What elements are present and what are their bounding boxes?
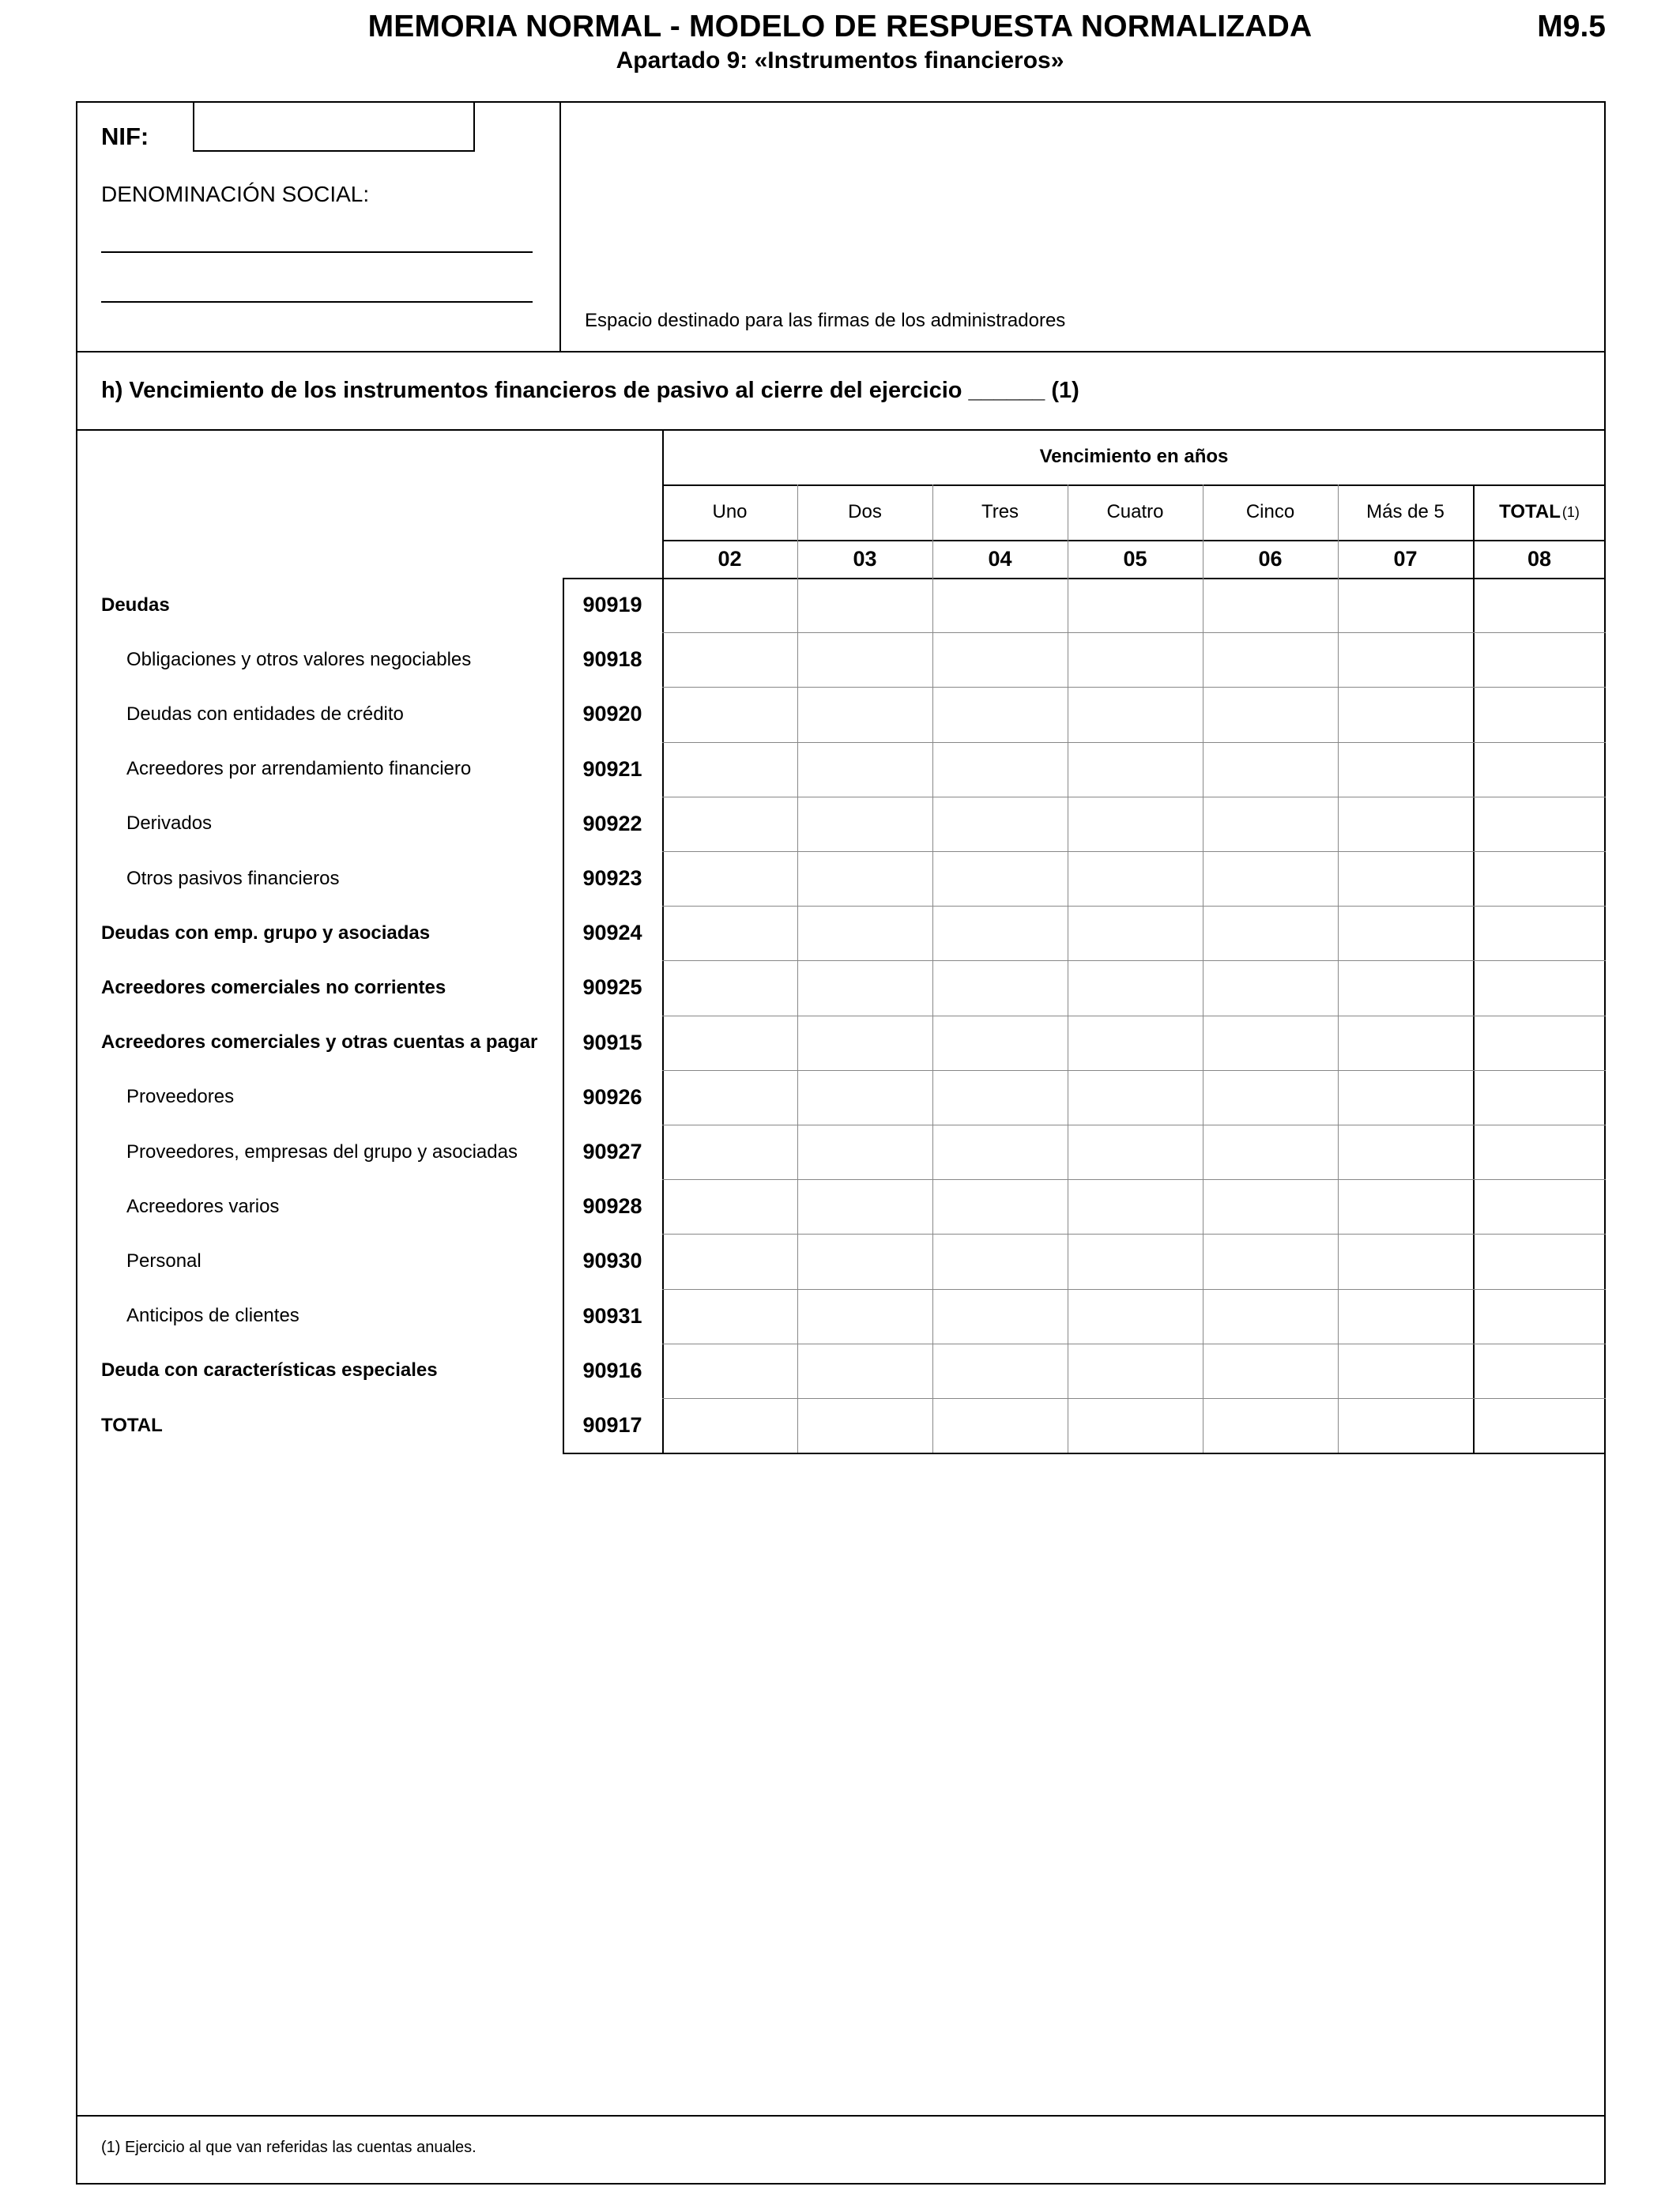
- amount-cell[interactable]: [798, 1180, 932, 1233]
- amount-cell[interactable]: [663, 1290, 797, 1343]
- amount-cell[interactable]: [1474, 907, 1605, 959]
- amount-cell[interactable]: [933, 1125, 1067, 1178]
- row-code: 90924: [582, 921, 642, 945]
- row-code: 90926: [582, 1084, 642, 1109]
- row-code: 90916: [582, 1358, 642, 1382]
- amount-cell[interactable]: [663, 1125, 797, 1178]
- amount-cell[interactable]: [1068, 852, 1202, 905]
- amount-cell[interactable]: [663, 961, 797, 1014]
- amount-cell[interactable]: [1068, 907, 1202, 959]
- identification-divider: [559, 101, 561, 352]
- amount-cell[interactable]: [1339, 961, 1472, 1014]
- amount-cell[interactable]: [1474, 1344, 1605, 1397]
- amount-cell[interactable]: [933, 1344, 1067, 1397]
- column-header-label: Tres: [981, 501, 1019, 522]
- amount-cell[interactable]: [933, 579, 1067, 631]
- amount-cell[interactable]: [798, 1235, 932, 1287]
- amount-cell[interactable]: [1203, 797, 1337, 850]
- amount-cell[interactable]: [1339, 1180, 1472, 1233]
- nif-field[interactable]: [193, 101, 475, 152]
- column-header-label: TOTAL: [1499, 501, 1561, 522]
- amount-cell[interactable]: [1203, 743, 1337, 796]
- column-header-label: Uno: [712, 501, 748, 522]
- amount-cell[interactable]: [933, 1235, 1067, 1287]
- row-code: 90915: [582, 1030, 642, 1054]
- amount-cell[interactable]: [1068, 1016, 1202, 1069]
- amount-cell[interactable]: [1068, 743, 1202, 796]
- amount-cell[interactable]: [933, 961, 1067, 1014]
- amount-cell[interactable]: [1474, 961, 1605, 1014]
- column-code: 03: [853, 546, 877, 571]
- amount-cell[interactable]: [1339, 907, 1472, 959]
- amount-cell[interactable]: [1474, 1399, 1605, 1452]
- denominacion-line-1[interactable]: [101, 251, 533, 253]
- row-code: 90918: [582, 647, 642, 672]
- row-label: Acreedores comerciales y otras cuentas a pagar: [101, 1031, 538, 1054]
- row-label: Obligaciones y otros valores negociables: [126, 648, 472, 670]
- amount-cell[interactable]: [663, 688, 797, 741]
- column-code: 04: [988, 546, 1012, 571]
- amount-cell[interactable]: [663, 907, 797, 959]
- amount-cell[interactable]: [798, 633, 932, 686]
- amount-cell[interactable]: [1339, 743, 1472, 796]
- section-title: h) Vencimiento de los instrumentos financieros de pasivo al cierre del ejercicio ______ (1): [101, 378, 1079, 403]
- amount-cell[interactable]: [1474, 797, 1605, 850]
- amount-cell[interactable]: [1068, 1180, 1202, 1233]
- denominacion-line-2[interactable]: [101, 301, 533, 303]
- column-header: [1068, 485, 1203, 539]
- row-code: 90928: [582, 1194, 642, 1219]
- column-header: [932, 485, 1068, 539]
- row-label: Acreedores por arrendamiento financiero: [126, 758, 472, 780]
- amount-cell[interactable]: [1203, 633, 1337, 686]
- footnote: (1) Ejercicio al que van referidas las cuentas anuales.: [101, 2139, 477, 2156]
- amount-cell[interactable]: [1203, 1290, 1337, 1343]
- amount-cell[interactable]: [1068, 688, 1202, 741]
- amount-cell[interactable]: [663, 797, 797, 850]
- amount-cell[interactable]: [798, 1016, 932, 1069]
- row-code: 90923: [582, 866, 642, 891]
- amount-cell[interactable]: [1474, 688, 1605, 741]
- row-code: 90917: [582, 1413, 642, 1438]
- divider: [76, 2115, 1606, 2117]
- column-header: [797, 485, 932, 539]
- amount-cell[interactable]: [933, 852, 1067, 905]
- amount-cell[interactable]: [1203, 852, 1337, 905]
- row-code: 90920: [582, 702, 642, 726]
- amount-cell[interactable]: [1068, 1235, 1202, 1287]
- amount-cell[interactable]: [1474, 633, 1605, 686]
- row-code: 90931: [582, 1303, 642, 1328]
- amount-cell[interactable]: [1203, 1399, 1337, 1452]
- amount-cell[interactable]: [663, 1399, 797, 1452]
- amount-cell[interactable]: [1203, 1235, 1337, 1287]
- column-header: [1338, 485, 1473, 539]
- column-code: 06: [1258, 546, 1283, 571]
- amount-cell[interactable]: [1339, 1016, 1472, 1069]
- column-header: [662, 485, 797, 539]
- amount-cell[interactable]: [933, 1180, 1067, 1233]
- amount-cell[interactable]: [1339, 633, 1472, 686]
- amount-cell[interactable]: [933, 688, 1067, 741]
- amount-cell[interactable]: [1474, 1235, 1605, 1287]
- row-code: 90925: [582, 975, 642, 1000]
- amount-cell[interactable]: [1474, 743, 1605, 796]
- row-label: Derivados: [126, 812, 213, 835]
- amount-cell[interactable]: [798, 1399, 932, 1452]
- column-header-label: Dos: [848, 501, 882, 522]
- amount-cell[interactable]: [1203, 1180, 1337, 1233]
- amount-cell[interactable]: [1474, 1016, 1605, 1069]
- amount-cell[interactable]: [1068, 1125, 1202, 1178]
- amount-cell[interactable]: [1474, 1290, 1605, 1343]
- amount-cell[interactable]: [1339, 1235, 1472, 1287]
- column-header: [1473, 485, 1606, 539]
- row-label: Proveedores, empresas del grupo y asociadas: [126, 1140, 518, 1163]
- amount-cell[interactable]: [663, 1180, 797, 1233]
- amount-cell[interactable]: [1339, 1290, 1472, 1343]
- amount-cell[interactable]: [1339, 797, 1472, 850]
- amount-cell[interactable]: [663, 743, 797, 796]
- amount-cell[interactable]: [798, 907, 932, 959]
- amount-cell[interactable]: [1068, 1344, 1202, 1397]
- amount-cell[interactable]: [1474, 1071, 1605, 1124]
- amount-cell[interactable]: [1068, 633, 1202, 686]
- amount-cell[interactable]: [1203, 579, 1337, 631]
- row-code: 90927: [582, 1140, 642, 1164]
- amount-cell[interactable]: [663, 1071, 797, 1124]
- row-label: Proveedores: [126, 1086, 235, 1108]
- amount-cell[interactable]: [1203, 907, 1337, 959]
- row-label: TOTAL: [101, 1414, 163, 1436]
- amount-cell[interactable]: [798, 1290, 932, 1343]
- row-label: Deudas con emp. grupo y asociadas: [101, 922, 431, 944]
- row-code: 90930: [582, 1249, 642, 1273]
- amount-cell[interactable]: [933, 633, 1067, 686]
- amount-cell[interactable]: [1474, 1125, 1605, 1178]
- amount-cell[interactable]: [1339, 1399, 1472, 1452]
- amount-cell[interactable]: [1339, 1344, 1472, 1397]
- amount-cell[interactable]: [663, 1016, 797, 1069]
- amount-cell[interactable]: [798, 797, 932, 850]
- amount-cell[interactable]: [663, 852, 797, 905]
- divider: [76, 351, 1606, 352]
- amount-cell[interactable]: [1474, 579, 1605, 631]
- amount-cell[interactable]: [933, 907, 1067, 959]
- amount-cell[interactable]: [1203, 961, 1337, 1014]
- amount-cell[interactable]: [798, 961, 932, 1014]
- amount-cell[interactable]: [663, 633, 797, 686]
- row-label: Anticipos de clientes: [126, 1305, 299, 1327]
- column-code: 07: [1393, 546, 1418, 571]
- amount-cell[interactable]: [798, 743, 932, 796]
- amount-cell[interactable]: [1339, 1125, 1472, 1178]
- amount-cell[interactable]: [933, 797, 1067, 850]
- amount-cell[interactable]: [1068, 579, 1202, 631]
- amount-cell[interactable]: [1339, 579, 1472, 631]
- amount-cell[interactable]: [1203, 1344, 1337, 1397]
- row-label: Deuda con características especiales: [101, 1359, 438, 1382]
- denominacion-label: DENOMINACIÓN SOCIAL:: [101, 182, 370, 206]
- form-code: M9.5: [1537, 9, 1606, 43]
- amount-cell[interactable]: [1068, 1071, 1202, 1124]
- amount-cell[interactable]: [1203, 1016, 1337, 1069]
- page-subtitle: Apartado 9: «Instrumentos financieros»: [616, 47, 1064, 74]
- amount-cell[interactable]: [933, 1399, 1067, 1452]
- amount-cell[interactable]: [798, 688, 932, 741]
- row-code: 90921: [582, 756, 642, 781]
- amount-cell[interactable]: [663, 1344, 797, 1397]
- amount-cell[interactable]: [1203, 1071, 1337, 1124]
- amount-cell[interactable]: [933, 1290, 1067, 1343]
- column-code: 05: [1123, 546, 1147, 571]
- amount-cell[interactable]: [663, 1235, 797, 1287]
- table-bottom-border: [563, 1453, 1606, 1454]
- nif-label: NIF:: [101, 123, 149, 150]
- page-title: MEMORIA NORMAL - MODELO DE RESPUESTA NORMALIZADA: [367, 9, 1313, 43]
- amount-cell[interactable]: [1068, 1290, 1202, 1343]
- amount-cell[interactable]: [933, 1016, 1067, 1069]
- column-header-label: Más de 5: [1366, 501, 1445, 522]
- amount-cell[interactable]: [933, 743, 1067, 796]
- amount-cell[interactable]: [1339, 852, 1472, 905]
- amount-cell[interactable]: [1068, 1399, 1202, 1452]
- amount-cell[interactable]: [933, 1071, 1067, 1124]
- amount-cell[interactable]: [1474, 852, 1605, 905]
- amount-cell[interactable]: [1203, 688, 1337, 741]
- amount-cell[interactable]: [1203, 1125, 1337, 1178]
- amount-cell[interactable]: [798, 1071, 932, 1124]
- row-code: 90922: [582, 811, 642, 835]
- column-code: 02: [718, 546, 742, 571]
- amount-cell[interactable]: [1068, 797, 1202, 850]
- amount-cell[interactable]: [1339, 688, 1472, 741]
- row-label: Acreedores varios: [126, 1195, 280, 1217]
- row-code: 90919: [582, 593, 642, 617]
- column-header-superscript: (1): [1561, 503, 1580, 520]
- amount-cell[interactable]: [1474, 1180, 1605, 1233]
- row-label: Deudas con entidades de crédito: [126, 703, 404, 725]
- column-header: [1203, 485, 1338, 539]
- signature-area-label: Espacio destinado para las firmas de los administradores: [585, 310, 1066, 331]
- row-label: Personal: [126, 1250, 202, 1272]
- amount-cell[interactable]: [1068, 961, 1202, 1014]
- row-label: Acreedores comerciales no corrientes: [101, 976, 446, 998]
- column-code: 08: [1527, 546, 1552, 571]
- amount-cell[interactable]: [798, 1125, 932, 1178]
- column-header-label: Cuatro: [1106, 501, 1164, 522]
- amount-cell[interactable]: [798, 1344, 932, 1397]
- amount-cell[interactable]: [663, 579, 797, 631]
- amount-cell[interactable]: [798, 852, 932, 905]
- vencimiento-header: Vencimiento en años: [1039, 446, 1229, 467]
- amount-cell[interactable]: [798, 579, 932, 631]
- amount-cell[interactable]: [1339, 1071, 1472, 1124]
- column-header-label: Cinco: [1245, 501, 1295, 522]
- row-label: Deudas: [101, 594, 170, 616]
- row-label: Otros pasivos financieros: [126, 867, 340, 889]
